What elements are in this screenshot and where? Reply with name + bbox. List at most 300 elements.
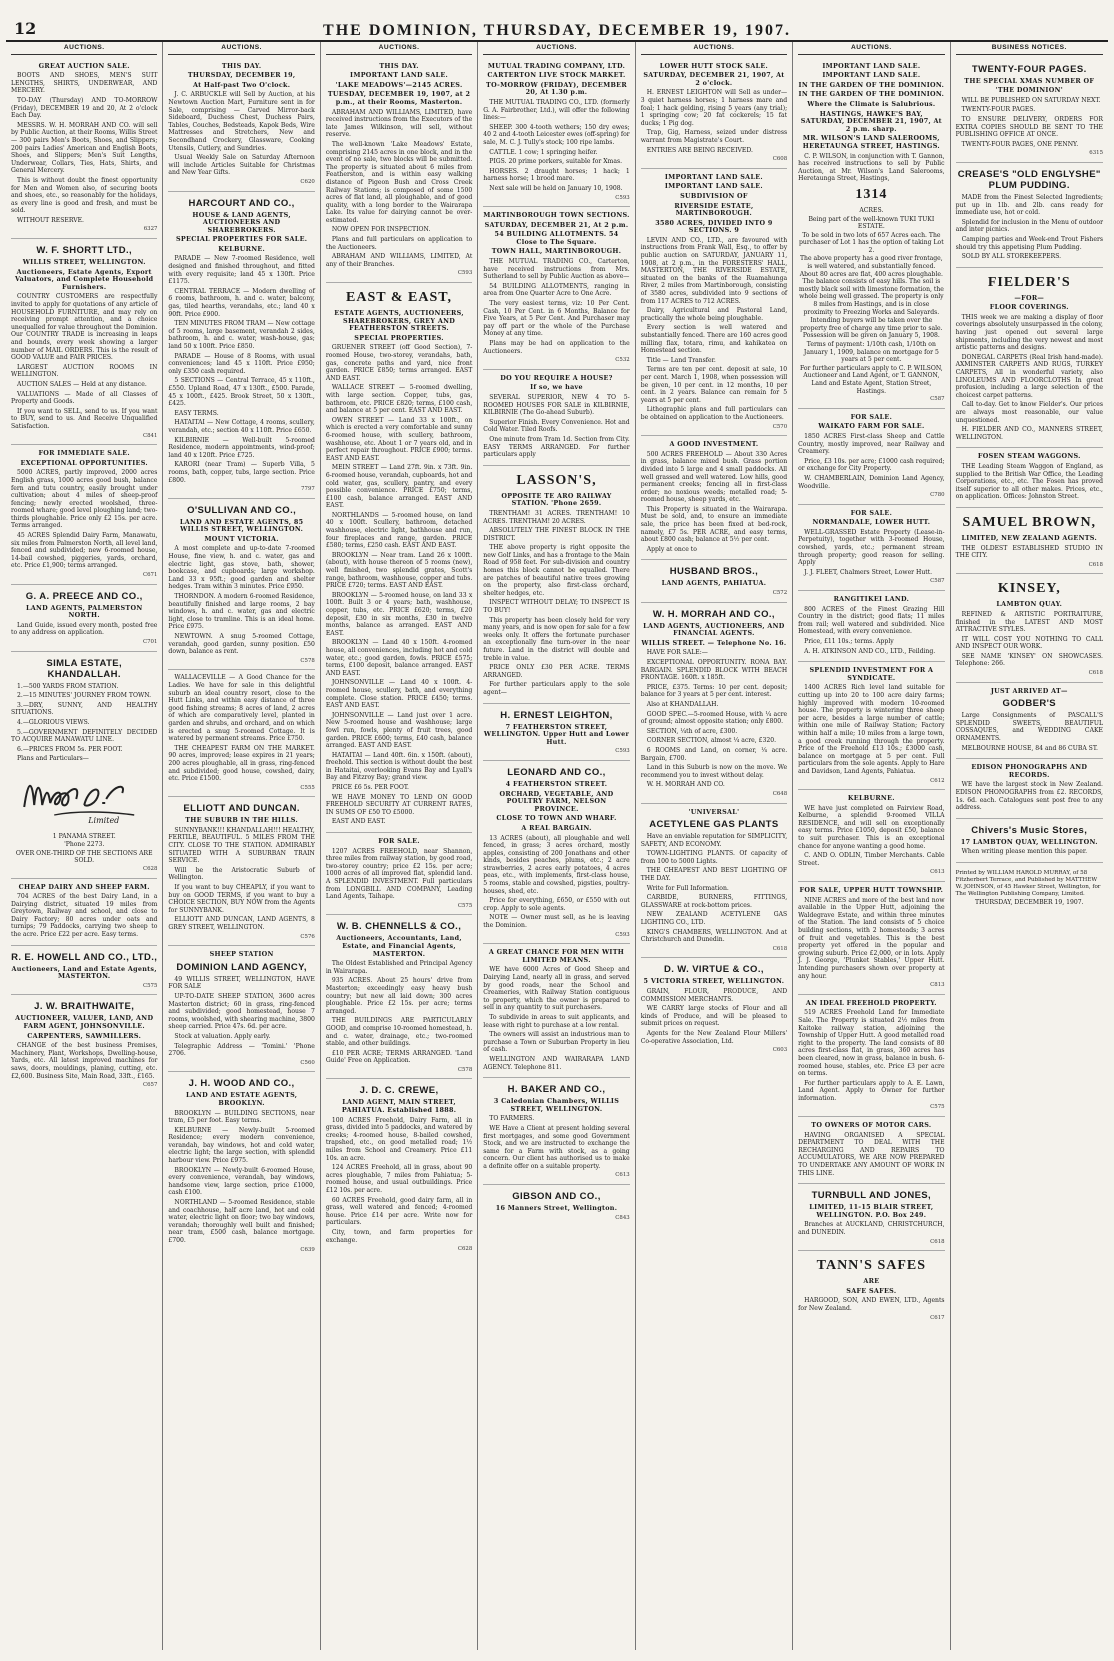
ad-paragraph: C. AND O. ODLIN, Timber Merchants. Cable Street.	[798, 852, 945, 867]
ad-paragraph: 2.—15 MINUTES' JOURNEY FROM TOWN.	[17, 692, 152, 700]
ad-reference: C701	[143, 639, 158, 645]
advertisement	[326, 833, 472, 915]
advertisement	[956, 163, 1103, 268]
ad-banner: J. D. C. CREWE,	[359, 1085, 439, 1097]
ad-heading: NORMANDALE, LOWER HUTT.	[812, 518, 931, 527]
ad-paragraph: NEWTOWN. A snug 5-roomed Cottage, verandah, good garden, sunny position. £50 down, balance as rent.	[168, 633, 315, 656]
ad-reference: C843	[615, 1214, 630, 1221]
advertisement	[168, 1072, 314, 1258]
ad-banner: W. F. SHORTT LTD.,	[36, 245, 133, 257]
ad-body	[483, 99, 629, 193]
ad-body	[798, 606, 944, 656]
ad-paragraph: H. FIELDER AND CO., MANNERS STREET, WELLINGTON.	[955, 426, 1103, 441]
ad-heading: EDISON PHONOGRAPHS AND RECORDS.	[971, 763, 1088, 779]
ad-paragraph: 49 WILLIS STREET, WELLINGTON, HAVE FOR SALE	[168, 975, 315, 991]
ad-paragraph: Plans and Particulars—	[17, 755, 89, 763]
ad-paragraph: WILL BE PUBLISHED ON SATURDAY NEXT.	[961, 96, 1101, 104]
ad-paragraph: W. CHAMBERLAIN, Dominion Land Agency, Woodville.	[798, 474, 945, 490]
ad-heading: 'UNIVERSAL'	[688, 807, 740, 816]
ad-heading: 4 FEATHERSTON STREET.	[505, 779, 608, 788]
ad-heading: ARE	[863, 1277, 880, 1286]
advertisement	[11, 879, 157, 946]
column-5	[636, 42, 793, 1650]
ad-reference: C617	[930, 1314, 945, 1321]
ad-heading: —FOR—	[1014, 293, 1045, 302]
ad-heading: FOR SALE, UPPER HUTT TOWNSHIP.	[799, 886, 944, 895]
ad-paragraph: MEIN STREET — Land 27ft. 9in. x 73ft. 9in. 6-roomed house, verandah, cupboards, hot and cold water, gas, scullery, pantry, and every possible convenience. PRICE £750; terms, £100 cash, balance arranged. EAST AND EAST.	[325, 464, 473, 510]
ad-reference: C570	[772, 423, 788, 430]
ad-banner: W. H. MORRAH AND CO.,	[652, 608, 775, 620]
ad-paragraph: Superior Finish. Every Convenience. Hot and Cold Water. Tiled Roofs.	[483, 418, 630, 434]
advertisement	[798, 1251, 944, 1326]
ad-reference: C608	[772, 156, 788, 163]
ad-banner: ELLIOTT AND DUNCAN.	[183, 803, 300, 815]
ad-paragraph: EAST AND EAST.	[331, 818, 386, 826]
newspaper-title: THE DOMINION, THURSDAY, DECEMBER 19, 1907.	[323, 22, 791, 39]
ad-paragraph: THIS week we are making a display of floor coverings absolutely unsurpassed in the colony, having just opened out several large shipments, including the very newest and most artistic patterns and designs.	[955, 313, 1103, 352]
columns	[6, 42, 1108, 1650]
ad-paragraph: Price, £3 10s. per acre; £1000 cash required; or exchange for City Property.	[798, 457, 945, 473]
ad-heading: LIMITED, 11-15 BLAIR STREET, WELLINGTON. P.O. Box 249.	[809, 1203, 934, 1219]
ad-paragraph: Will be the Aristocratic Suburb of Wellington.	[168, 866, 315, 882]
ad-line: ACRES.	[859, 206, 884, 214]
ad-heading: TO-MORROW (FRIDAY), DECEMBER 20, At 1.30 p.m.	[486, 80, 627, 97]
advertisement	[11, 995, 157, 1093]
ad-reference: C578	[300, 657, 315, 664]
ad-body	[641, 649, 787, 789]
advertisement	[483, 1078, 629, 1185]
ad-paragraph: To subdivide in areas to suit applicants, and lease with right to purchase at a low rental.	[483, 1013, 630, 1029]
ad-body	[956, 194, 1103, 261]
ad-body	[326, 344, 472, 826]
ad-body	[798, 529, 944, 577]
advertisement	[956, 574, 1103, 682]
ad-paragraph: KILBIRNIE — Well-built 5-roomed Residence, modern appointments, wind-proof; land 40 x 120ft. Price £725.	[168, 436, 315, 459]
ad-paragraph: Lithographic plans and full particulars can be obtained on application to the Auctioneers.	[640, 406, 788, 421]
ad-heading: IMPORTANT LAND SALE.	[664, 172, 763, 181]
ad-paragraph: THE OLDEST ESTABLISHED STUDIO IN THE CITY.	[955, 544, 1103, 560]
ad-banner: SIMLA ESTATE, KHANDALLAH.	[46, 657, 123, 680]
ad-heading: CLOSE TO TOWN AND WHARF.	[496, 814, 617, 823]
advertisement	[798, 58, 944, 409]
ad-paragraph: NORTHLANDS — 5-roomed house, on land 40 x 100ft. Scullery, bathroom, detached washhouse, electric light, bathhouse and run, four fireplaces and range, garden. PRICE £580; terms, £250 cash. EAST AND EAST.	[325, 511, 473, 550]
ad-paragraph: Also at KHANDALLAH.	[646, 700, 719, 708]
ad-paragraph: Plans and full particulars on application to the Auctioneers.	[325, 236, 473, 251]
advertisement	[956, 268, 1103, 449]
ad-paragraph: BOOTS AND SHOES, MEN'S SUIT LENGTHS, SHIRTS, UNDERWEAR, AND MERCERY.	[11, 72, 158, 95]
ad-banner: LEONARD AND CO.,	[507, 766, 606, 778]
ad-heading: Auctioneers, Estate Agents, Export Valuators, and Complete Household Furnishers.	[14, 267, 154, 291]
masthead	[6, 6, 1108, 42]
ad-body	[641, 833, 787, 944]
ad-heading: SPECIAL PROPERTIES FOR SALE.	[176, 235, 308, 244]
ad-paragraph: A. H. ATKINSON AND CO., LTD., Feilding.	[804, 647, 936, 655]
ad-heading: WILLIS STREET, WELLINGTON.	[22, 258, 146, 267]
advertisement	[641, 804, 787, 959]
ad-reference: C576	[300, 933, 315, 940]
advertisement	[641, 560, 787, 602]
ad-heading: IN THE GARDEN OF THE DOMINION.	[798, 90, 945, 99]
ad-body	[168, 827, 314, 932]
ad-reference: C841	[143, 432, 158, 439]
ad-heading: CARTERTON LIVE STOCK MARKET.	[487, 71, 626, 80]
ad-paragraph: WE HAVE MONEY TO LEND ON GOOD FREEHOLD SECURITY AT CURRENT RATES, IN SUMS OF £50 TO £5000.	[325, 793, 473, 816]
ad-paragraph: TWENTY-FOUR PAGES.	[961, 106, 1036, 114]
ad-paragraph: W. H. MORRAH AND CO.	[646, 781, 725, 789]
ad-paragraph: THE Leading Steam Waggon of England, as supplied to the British War Office, the Leading Corporations, etc., etc. The Fosen has proved itself superior to all other makes. Prices, etc., on application. Offices: Johnston Street.	[955, 462, 1103, 501]
ad-paragraph: 1207 ACRES FREEHOLD, near Shannon, three miles from railway station, by good road, two-storey country; price £2 15s. per acre; 1000 acres of all improved flat, splendid land. A SPLENDID INVESTMENT. Full particulars from LONGBILL AND COMPANY, Leading Land Agents, Taihape.	[325, 847, 473, 901]
ad-paragraph: For further particulars apply to A. E. Lawn, Land Agent. Apply to Owner for further information.	[798, 1079, 945, 1102]
ad-heading: TOWN HALL, MARTINBOROUGH.	[491, 247, 622, 256]
ad-paragraph: THE CHEAPEST FARM ON THE MARKET. 90 acres, improved; lease expires in 21 years; 200 acres ploughable, all in grass, ring-fenced and subdivided; good house, cowshed, dairy, etc. Price £1500.	[168, 744, 315, 783]
ad-paragraph: EXCEPTIONAL OPPORTUNITY. RONA BAY. BARGAIN. SPLENDID BLOCK WITH BEACH FRONTAGE. 160ft. x 185ft.	[640, 659, 788, 682]
ad-body	[168, 255, 314, 484]
ad-heading: SPLENDID INVESTMENT FOR A SYNDICATE.	[809, 666, 934, 682]
ad-banner: W. B. CHENNELLS & CO.,	[336, 921, 462, 933]
ad-paragraph: THE BUILDINGS ARE PARTICULARLY GOOD, and comprise 10-roomed homestead, h. and c. water, drainage, etc.; two-roomed stable, and other buildings.	[325, 1017, 473, 1048]
ad-paragraph: 5 SECTIONS — Central Terrace, 45 x 110ft., £550. Upland Road, 47 x 130ft., £500. Parade, 45 x 100ft., £425. Brook Street, 50 x 130ft., £425.	[168, 377, 315, 408]
ad-paragraph: 5000 ACRES, partly improved, 2000 acres English grass, 1000 acres good bush, balance fern and tutu country, easily brought under cultivation; about 4 miles of sheep-proof fencing; newly erected woolshed, three-roomed whare; good level ploughing land; two-thirds ploughable. Price only £2 15s. per acre. Terms arranged.	[11, 469, 158, 530]
ad-heading: KELBURNE.	[218, 244, 266, 253]
ad-line: The above property has a good river frontage, is well watered, and substantially fenced. About 80 acres are flat, 400 acres ploughable. The balance consists of easy hills. The soil is mostly black soil with limestone formation, the whole being well grassed. The property is only 8 miles from Hastings, and is in close proximity to Freezing Works and Saleyards.	[798, 255, 944, 316]
ad-body	[641, 89, 787, 154]
ad-paragraph: PRICE £6 5s. PER FOOT.	[331, 784, 409, 792]
ad-heading: 16 Manners Street, Wellington.	[495, 1204, 618, 1213]
ad-paragraph: ENTRIES ARE BEING RECEIVED.	[646, 146, 753, 154]
ad-paragraph: 704 ACRES of the best Dairy Land, in a Dairying district, situated 19 miles from Greytown, Railway and school, and close to Dairy Factory; 80 acres under oats and turnips; 79 Paddocks, carrying two sheep to the acre. Price £22 per acre. Easy terms.	[11, 893, 158, 939]
ad-paragraph: THE CHEAPEST AND BEST LIGHTING OF THE DAY.	[640, 867, 788, 883]
ad-paragraph: City, town, and farm properties for exchange.	[325, 1228, 473, 1244]
ad-paragraph: This is without doubt the finest opportunity for Men and Women also, of securing boots and shoes, etc., so reasonably for the holidays, as every line is good and fresh, and must be sold.	[11, 176, 158, 215]
ad-heading: THURSDAY, DECEMBER 19,	[187, 71, 296, 80]
ad-line: Intending buyers will be taken over the property free of charge any time prior to sale. Possession will be given on January 5, 1908.	[800, 317, 943, 340]
ad-paragraph: WELLINGTON AND WAIRARAPA LAND AGENCY. Telephone 811.	[483, 1055, 630, 1071]
ad-paragraph: Every section is well watered and substantially fenced. There are 160 acres good milling flax, totara, rimu, and kahikatea on Homestead section.	[640, 324, 788, 355]
ad-paragraph: BROOKLYN — Near tram. Land 26 x 100ft. (about), with house thereon of 5 rooms (new), well finished, two splendid grates, Scott's range, bathroom, washhouse, copper and tubs. PRICE £720; terms. EAST AND EAST.	[325, 551, 473, 590]
ad-paragraph: WE have the largest stock in New Zealand. EDISON PHONOGRAPHS from £2. RECORDS, 1s. 6d. each. Catalogues sent post free to any address.	[955, 781, 1103, 812]
ad-paragraph: KING'S CHAMBERS, WELLINGTON. And at Christchurch and Dunedin.	[640, 928, 788, 944]
advertisement	[168, 499, 314, 671]
ad-paragraph: ABSOLUTELY THE FINEST BLOCK IN THE DISTRICT.	[483, 527, 630, 542]
ad-paragraph: KELBURNE — Newly-built 5-roomed Residence; every modern convenience, verandah, bay windows, hot and cold water, electric light; the large section, with splendid harbour view. Price £975.	[168, 1126, 315, 1165]
ad-body	[798, 433, 944, 490]
advertisement	[483, 58, 629, 208]
advertisement	[326, 915, 472, 1079]
column-header: AUCTIONS.	[641, 44, 787, 55]
ad-banner: J. W. BRAITHWAITE,	[34, 1001, 135, 1013]
ad-paragraph: KARORI (near Tram) — Superb Villa, 5 rooms, bath, copper, tubs, large section. Price £800.	[168, 461, 315, 484]
ad-body	[326, 848, 472, 901]
column-7	[951, 42, 1108, 1650]
ad-banner: LASSON'S,	[516, 472, 597, 488]
ad-banner: EAST & EAST,	[346, 290, 453, 306]
ad-paragraph: This Property is situated in the Wairarapa. Must be sold, and, to ensure an immediate sale, the price has been fixed at bed-rock, namely, £7 5s. PER ACRE, and easy terms, about £800 cash; balance at 5½ per cent.	[640, 505, 788, 544]
ad-reference: C555	[300, 784, 315, 791]
ad-heading: LAND AGENTS, AUCTIONEERS, AND FINANCIAL AGENTS.	[643, 621, 785, 638]
ad-heading: CARPENTERS, SAWMILLERS.	[27, 1031, 142, 1040]
ad-heading: MOUNT VICTORIA.	[204, 534, 279, 543]
ad-reference: C572	[772, 590, 788, 597]
ad-paragraph: 1400 ACRES Rich level land suitable for cutting up into 20 to 100 acre dairy farms; highly improved with modern 10-roomed house. The property is wintering three sheep per acre, besides a large number of cattle; within one mile of Railway Station; Factory within half a mile; 10 miles from a large town, a good creek running through the property. Price of the Freehold £13 10s.; £3000 cash, balance on mortgage at 5 per cent. Full particulars from the sole agents. Apply to Hare and Davidson, Land Agents, Pahiatua.	[798, 684, 945, 775]
ad-paragraph: For further particulars apply to the sole agent—	[483, 681, 630, 696]
ad-banner: R. E. HOWELL AND CO., LTD.,	[11, 951, 158, 963]
ad-heading: LAND AND ESTATE AGENTS, 85 WILLIS STREET, WELLINGTON.	[179, 517, 304, 534]
ad-paragraph: TOWN-LIGHTING PLANTS. Of capacity of from 100 to 5000 Lights.	[640, 850, 788, 865]
ad-reference: C628	[457, 1246, 473, 1253]
advertisement	[326, 58, 472, 283]
ad-heading: At Half-past Two O'clock.	[192, 80, 291, 89]
ad-paragraph: BROOKLYN — 5-roomed house, on land 33 x 100ft. Built 3 or 4 years; bath, washhouse, copper, tubs, etc. PRICE £620; terms, £20 deposit, £30 in six months, £30 in twelve months, balance as arranged. EAST AND EAST.	[325, 591, 473, 637]
ad-paragraph: THE MUTUAL TRADING CO., LTD. (formerly G. A. Fairbrother, Ltd.), will offer the following lines:—	[483, 98, 630, 122]
column-header: AUCTIONS.	[168, 44, 314, 55]
ad-paragraph: J. J. FLEET, Chalmers Street, Lower Hutt.	[804, 568, 933, 576]
ad-body	[483, 258, 629, 355]
ad-paragraph: Agents for the New Zealand Flour Millers' Co-operative Association, Ltd.	[640, 1029, 788, 1045]
ad-paragraph: MELBOURNE HOUSE, 84 and 86 CUBA ST.	[961, 744, 1098, 752]
ad-paragraph: C. P. WILSON, in conjunction with T. Gannon, has received instructions to sell by Public Auction, at Mr. Wilson's Land Salerooms, Heretaunga Street, Hastings,	[798, 152, 945, 183]
ad-paragraph: Branches at AUCKLAND, CHRISTCHURCH, and DUNEDIN.	[798, 1221, 945, 1236]
advertisement	[641, 436, 787, 560]
ad-paragraph: 4.—GLORIOUS VIEWS.	[17, 718, 90, 726]
column-1	[6, 42, 163, 1650]
ad-body	[326, 109, 472, 269]
ad-paragraph: PARADE — New 7-roomed Residence, well designed and finished throughout, and fitted with every requisite; land 45 x 130ft. Price £1175.	[168, 255, 315, 286]
ad-heading: SAFE SAFES.	[846, 1286, 897, 1295]
ad-paragraph: WE Have a Client at present holding several first mortgages, and some good Government Stock, and we are instructed to exchange the same for a Farm with stock, as a going concern. Our client has authorised us to make a definite offer on a suitable property.	[483, 1124, 630, 1170]
ad-reference: C560	[300, 1059, 315, 1066]
ad-heading: RANGITIKEI LAND.	[833, 595, 910, 604]
ad-paragraph: TRENTHAM! 31 ACRES. TRENTHAM! 10 ACRES. TRENTHAM! 20 ACRES.	[483, 509, 630, 525]
ad-paragraph: The Oldest Established and Principal Agency in Wairarapa.	[325, 960, 473, 975]
advertisement	[956, 58, 1103, 163]
ad-paragraph: Large Consignments of PASCALL'S SPLENDID SWEETS, BEAUTIFUL COSSAQUES, and WEDDING CAKE ORNAMENTS.	[955, 712, 1103, 743]
ad-paragraph: Next sale will be held on January 10, 1908.	[489, 184, 623, 192]
ad-line: Being part of the well-known TUKI TUKI ESTATE.	[808, 215, 935, 231]
ad-heading: MR. WILSON'S LAND SALEROOMS, HERETAUNGA STREET, HASTINGS.	[802, 134, 940, 150]
ad-paragraph: TEN MINUTES FROM TRAM — New cottage of 5 rooms, large basement, verandah 2 sides, bathroom, h. and c. water, wash-house, gas; land 50 x 100ft. Price £850.	[168, 320, 315, 350]
ad-paragraph: NINE ACRES and more of the best land now available in the Upper Hutt, adjoining the Waldegrave Estate, and within three minutes of the Station. The land consists of 5 choice building sections, with 2 homesteads; 3 acres of fruit and vegetables. This is the best property yet offered in the popular and growing suburb. Price £2,000, or in lots. Apply J. J. George, 'Plunket Stables,' Upper Hutt. Intending purchasers shown over property at any hour.	[798, 896, 945, 980]
ad-paragraph: WELL-GRASSED Estate Property (Lease-in-Perpetuity), together with 3-roomed House, cowshed, yards, etc.; permanent stream through property; good reason for selling. Apply	[798, 528, 945, 567]
ad-body	[11, 622, 157, 637]
ad-paragraph: Terms are ten per cent. deposit at sale, 10 per cent. March 1, 1908, when possession will be given, 10 per cent. in 12 months, 10 per cent. in 2 years. Balance can remain for 5 years at 5 per cent.	[640, 366, 788, 404]
advertisement	[11, 239, 157, 445]
ad-heading: LAMBTON QUAY.	[996, 600, 1063, 609]
ad-paragraph: Price for everything, £650, or £550 with out crop. Apply to sole agents.	[483, 897, 630, 912]
ad-heading: If so, we have	[530, 383, 583, 392]
ad-paragraph: Telegraphic Address — 'Tomini.' 'Phone 2706.	[168, 1042, 315, 1058]
ad-body	[168, 91, 314, 177]
ad-paragraph: 13 ACRES (about), all ploughable and well fenced, in grass; 3 acres orchard, mostly apples, consisting of 200 Jonathans and other kinds, besides peaches, plums, etc.; 2 acre strawberries, 2 acres early potatoes, 4 acres peas, etc., with implements, first-class house, 5 rooms, stable and cowshed, pigsties, poultry-houses, shed, etc.	[483, 834, 630, 895]
ad-paragraph: SEVERAL SUPERIOR, NEW 4 TO 5-ROOMED HOUSES FOR SALE in KILBIRNIE, KILBIRNIE (The Go-ahead Suburb).	[483, 393, 630, 417]
ad-reference: C593	[615, 194, 630, 201]
ad-paragraph: LARGEST AUCTION ROOMS IN WELLINGTON.	[11, 363, 158, 379]
ad-heading: THIS DAY.	[379, 61, 419, 70]
acreage-figure: 1314	[855, 186, 888, 202]
ad-banner: GODBER'S	[1002, 698, 1057, 710]
ad-paragraph: NOW OPEN FOR INSPECTION.	[331, 226, 431, 234]
ad-reference: C613	[615, 1172, 630, 1179]
ad-paragraph: Stock at valuation. Apply early.	[174, 1032, 271, 1040]
ad-heading: THE SUBURB IN THE HILLS.	[185, 816, 299, 825]
ad-reference: C648	[772, 790, 788, 797]
ad-heading: SPECIAL PROPERTIES.	[354, 333, 444, 342]
ad-banner: TURNBULL AND JONES,	[811, 1190, 932, 1202]
ad-paragraph: Trap, Gig, Harness, seized under distress warrant from Magistrate's Court.	[640, 129, 788, 144]
ad-body	[326, 960, 472, 1065]
advertisement	[798, 409, 944, 505]
ad-heading: SATURDAY, DECEMBER 21, At 2 p.m.	[484, 220, 629, 229]
ad-heading: HOUSE & LAND AGENTS, AUCTIONEERS AND SHAREBROKERS.	[192, 210, 291, 234]
ad-paragraph: A most complete and up-to-date 7-roomed House, fine view, h. and c. water, gas and electric light, gas stove, bath, shower, bookcase, and cupboards; large workshop. Land 33 x 95ft.; good garden and shelter hedges. Tram within 3 minutes. Price £950.	[168, 545, 315, 591]
ad-heading: WAIKATO FARM FOR SALE.	[818, 422, 925, 431]
ad-heading: LAND AGENT, MAIN STREET, PAHIATUA. Established 1888.	[341, 1098, 457, 1115]
ad-paragraph: Price, £11 10s.; terms. Apply	[804, 638, 894, 645]
ad-paragraph: WE CARRY large stocks of Flour and all kinds of Produce, and will be pleased to submit prices on request.	[640, 1005, 788, 1028]
ad-paragraph: PARADE — House of 8 Rooms, with usual conveniences; land 45 x 110ft. Price £950; only £350 cash required.	[168, 352, 315, 375]
ad-paragraph: If you want to SELL, send to us. If you want to BUY, send to us. And Receive Unqualified Satisfaction.	[11, 407, 158, 430]
ad-line: To be sold in two lots of 657 Acres each. The purchaser of Lot 1 has the option of taking Lot 2.	[799, 231, 944, 254]
ad-paragraph: VALUATIONS — Made of all Classes of Property and Goods.	[11, 390, 158, 406]
ad-heading: ESTATE AGENTS, AUCTIONEERS, SHAREBROKERS, GREY AND FEATHERSTON STREETS.	[334, 309, 464, 333]
ad-heading: AN IDEAL FREEHOLD PROPERTY.	[805, 998, 937, 1007]
ad-body	[168, 545, 314, 655]
ad-heading: IMPORTANT LAND SALE.	[664, 182, 763, 191]
ad-paragraph: 5.—GOVERNMENT DEFINITELY DECIDED TO ACQUIRE MANAWATU LINE.	[11, 728, 158, 744]
ad-body	[11, 293, 157, 430]
ad-paragraph: WALLACE STREET — 5-roomed dwelling, with large section. Copper, tubs, gas, bathroom, etc. PRICE £820; terms, £100 cash, and balance at 5 per cent. EAST AND EAST.	[325, 384, 473, 415]
ad-banner: FIELDER'S	[987, 274, 1071, 290]
advertisement	[168, 797, 314, 946]
column-4	[478, 42, 635, 1650]
ad-reference: C587	[930, 578, 945, 585]
ad-paragraph: Splendid for inclusion in the Menu of outdoor and inter picnics.	[955, 218, 1103, 234]
advertisement	[798, 505, 944, 591]
ad-reference: C575	[457, 902, 473, 909]
ad-line: Terms of payment: 1/10th cash, 1/10th on January 1, 1909, balance on mortgage for 5 years at 5 per cent.	[803, 341, 939, 364]
ad-heading: KELBURNE.	[847, 794, 895, 803]
ad-line: 1 PANAMA STREET.	[52, 832, 116, 840]
ad-banner: G. A. PREECE AND CO.,	[25, 590, 143, 602]
ad-paragraph: SEE NAME 'KINSEY' ON SHOWCASES. Telephone: 266.	[955, 652, 1103, 668]
advertisement	[956, 819, 1103, 863]
ad-paragraph: NORTHLAND — 5-roomed Residence, stable and coachhouse, half acre land, hot and cold water, electric light on floor; two bay windows, verandah; thoroughly well built and finished; near tram, £500 cash, balance mortgage. £700.	[168, 1199, 315, 1244]
ad-banner: H. BAKER AND CO.,	[507, 1084, 606, 1096]
ad-body	[483, 966, 629, 1071]
page-number: 12	[14, 19, 37, 38]
ad-heading: ORCHARD, VEGETABLE, AND POULTRY FARM, NELSON PROVINCE.	[499, 789, 614, 813]
ad-body	[641, 988, 787, 1045]
ad-paragraph: BROOKLYN — Newly-built 6-roomed House, every convenience, verandah, bay windows, handsome view, large section, price £1000, cash £100.	[168, 1166, 315, 1197]
advertisement	[483, 466, 629, 704]
ad-banner: J. H. WOOD AND CO.,	[188, 1078, 295, 1090]
ad-paragraph: 3.—DRY, SUNNY, AND HEALTHY SITUATIONS.	[11, 701, 158, 717]
advertisement	[168, 946, 314, 1072]
ad-paragraph: Call to-day. Get to know Fielder's. Our prices are always most reasonable, our value unquestioned.	[955, 401, 1103, 424]
ad-heading: IMPORTANT LAND SALE.	[350, 71, 449, 80]
ad-banner: Chivers's Music Stores,	[971, 824, 1088, 836]
ad-paragraph: MADE from the Finest Selected Ingredients; put up in 1lb. and 2lb. cans ready for immediate use, hot or cold.	[955, 193, 1103, 217]
ad-paragraph: 519 ACRES Freehold Land for Immediate Sale. The Property is situated 2½ miles from Kaitoke railway station, adjoining the Township of Upper Hutt. A good metalled road right to the property. The land consists of 80 acres first-class flat, in grass, 360 acres has been cleared, now in grass, balance in bush. 6-roomed house, stables, etc. Price £3 per acre on terms.	[798, 1009, 945, 1078]
ad-paragraph: 1850 ACRES First-class Sheep and Cattle Country, mostly improved, near Railway and Creamery.	[798, 432, 945, 456]
advertisement	[483, 761, 629, 944]
ad-paragraph: THE above property is right opposite the new Golf Links, and has a frontage to the Main Road of 958 feet. For sub-division and country homes this block cannot be equalled. There are patches of beautiful native trees growing on the property, also first-class orchard, shelter hedges, etc.	[483, 544, 630, 597]
ad-body	[798, 153, 944, 183]
ad-reference: C603	[772, 1047, 788, 1054]
ad-paragraph: TO-DAY (Thursday) AND TO-MORROW (Friday), DECEMBER 19 and 20, At 2 o'clock Each Day.	[11, 96, 158, 120]
ad-reference: C587	[930, 396, 945, 403]
ad-paragraph: PRICE ONLY £30 PER ACRE. TERMS ARRANGED.	[483, 664, 630, 679]
ad-heading: RIVERSIDE ESTATE, MARTINBOROUGH.	[674, 201, 754, 218]
ad-paragraph: AUCTION SALES — Held at any distance.	[17, 380, 147, 388]
ad-paragraph: 124 ACRES Freehold, all in grass, about 90 acres ploughable, 7 miles from Pahiatua; 5-roomed house, and usual outbuildings. Price £12 10s. per acre.	[325, 1164, 473, 1194]
ad-paragraph: GOOD SPEC.—5-roomed House, with ¼ acre of ground; almost opposite station; only £800.	[640, 710, 788, 726]
ad-paragraph: 935 ACRES. About 25 hours' drive from Masterton; exceedingly easy heavy bush country; but new all laid down; 300 acres ploughable. Price £2 15s. per acre; terms arranged.	[325, 977, 473, 1015]
advertisement	[798, 790, 944, 882]
ad-heading: 17 LAMBTON QUAY, WELLINGTON.	[960, 837, 1098, 846]
ad-paragraph: JOHNSONVILLE — Land 40 x 100ft. 4-roomed house, scullery, bath, and everything complete. Close station. PRICE £450; terms. EAST AND EAST.	[325, 679, 473, 710]
ad-paragraph: PRICE, £375. Terms: 10 per cent. deposit; balance for 3 years at 5 per cent. interest.	[640, 683, 788, 699]
ad-banner: GIBSON AND CO.,	[512, 1191, 601, 1203]
ad-reference: C813	[930, 982, 945, 989]
ad-paragraph: SOLD BY ALL STOREKEEPERS.	[961, 253, 1062, 261]
ad-heading: LAND AND ESTATE AGENTS, BROOKLYN.	[185, 1091, 298, 1107]
ad-body	[798, 1009, 944, 1102]
ad-paragraph: WE have 6000 Acres of Good Sheep and Dairying Land, nearly all in grass, and served by good roads, near the School and Creameries, with Railway Station contiguous to property, which the owner is prepared to sell in any quantity to suit purchasers.	[483, 966, 630, 1012]
ad-heading: A GREAT CHANCE FOR MEN WITH LIMITED MEANS.	[488, 948, 625, 964]
imprint-date: THURSDAY, DECEMBER 19, 1907.	[974, 898, 1084, 906]
ad-banner: SAMUEL BROWN,	[962, 514, 1097, 530]
advertisement	[798, 882, 944, 995]
ad-paragraph: £10 PER ACRE; TERMS ARRANGED. 'Land Guide' Free on Application.	[325, 1049, 473, 1065]
ad-paragraph: TO FARMERS.	[489, 1115, 535, 1123]
advertisement	[641, 58, 787, 169]
ad-body	[11, 893, 157, 939]
ad-body	[11, 683, 157, 763]
ad-paragraph: REFINED & ARTISTIC PORTRAITURE, finished in the LATEST AND MOST ATTRACTIVE STYLES.	[955, 610, 1103, 634]
ad-paragraph: J. C. ARBUCKLE will Sell by Auction, at his Newtown Auction Mart, Furniture sent in for Sale, comprising — Carved Mirror-back Sideboard, Duchess Chest, Duchess Pairs, Tables, Couches, Bedsteads, Kapok Beds, Wire Mattresses and Stretchers, New and Secondhand Crockery, Glassware, Cooking Utensils, Cutlery, and Sundries.	[168, 91, 315, 152]
ad-body	[483, 835, 629, 930]
ad-body	[798, 684, 944, 775]
ad-heading: AUCTIONEER, VALUER, LAND, AND FARM AGENT, JOHNSONVILLE.	[15, 1014, 154, 1031]
advertisement	[956, 508, 1103, 574]
advertisement	[168, 670, 314, 797]
ad-paragraph: CATTLE. 1 cow; 1 springing heifer.	[489, 148, 598, 156]
ad-heading: EXCEPTIONAL OPPORTUNITIES.	[20, 458, 148, 467]
ad-paragraph: The owners will assist an industrious man to purchase a Town or Suburban Property in lieu of cash.	[483, 1031, 630, 1054]
ad-paragraph: The well-known 'Lake Meadows' Estate, comprising 2145 acres in one block, and in the event of no sale, two blocks will be submitted. The property is situated about 6 miles from Featherston, and is within easy walking distance of Pigeon Bush and Cross Creek Railway Stations; is composed of some 1500 acres of flat land, all ploughable, and of good quality, with a long border to the Wairarapa Lake. Its value for dairying cannot be over-estimated.	[325, 140, 473, 224]
ad-reference: C618	[1088, 561, 1103, 568]
ad-reference: C593	[615, 931, 630, 938]
advertisement	[641, 169, 787, 436]
advertisement	[798, 1184, 944, 1251]
ad-body	[11, 469, 157, 570]
ad-paragraph: If you want to buy CHEAPLY, if you want to buy on GOOD TERMS, if you want to buy a CHOICE SECTION, BUY NOW from the Agents for SUNNYBANK.	[168, 884, 315, 914]
ad-reference: 7797	[301, 486, 315, 493]
column-header: AUCTIONS.	[483, 44, 629, 55]
ad-paragraph: SHEEP. 300 4-tooth wethers; 150 dry ewes; 40 2 and 4-tooth Leicester ewes (off-spring) for sale, M. C. J. Tully's stock; 100 ripe lambs.	[483, 123, 630, 146]
ad-paragraph: ABRAHAM AND WILLIAMS, LIMITED, At any of their Branches.	[325, 253, 473, 268]
printer-imprint: Printed by WILLIAM HAROLD MURRAY, of 58 Fitzherbert Terrace, and Published by MATTHEW W. JOHNSON, of 45 Hawker Street, Wellington, for The Wellington Publishing Company, Limited.	[955, 869, 1101, 897]
ad-paragraph: CORNER SECTION, almost ¼ acre, £320.	[646, 737, 777, 745]
ad-body	[11, 72, 157, 224]
ad-paragraph: The very easiest terms, viz: 10 Per Cent. Cash, 10 Per Cent. in 6 Months, Balance for Five Years, at 5 Per Cent. And Purchaser may pay off part or the whole of the Purchase Money at any time.	[483, 300, 630, 338]
ad-heading: LAND AGENTS, PAHIATUA.	[661, 579, 767, 588]
ad-body	[956, 314, 1103, 442]
ad-paragraph: IT WILL COST YOU NOTHING TO CALL AND INSPECT OUR WORK.	[955, 635, 1103, 651]
ad-line: 'Phone 2273.	[64, 841, 105, 849]
ad-body	[11, 1042, 157, 1080]
ad-body	[168, 976, 314, 1058]
